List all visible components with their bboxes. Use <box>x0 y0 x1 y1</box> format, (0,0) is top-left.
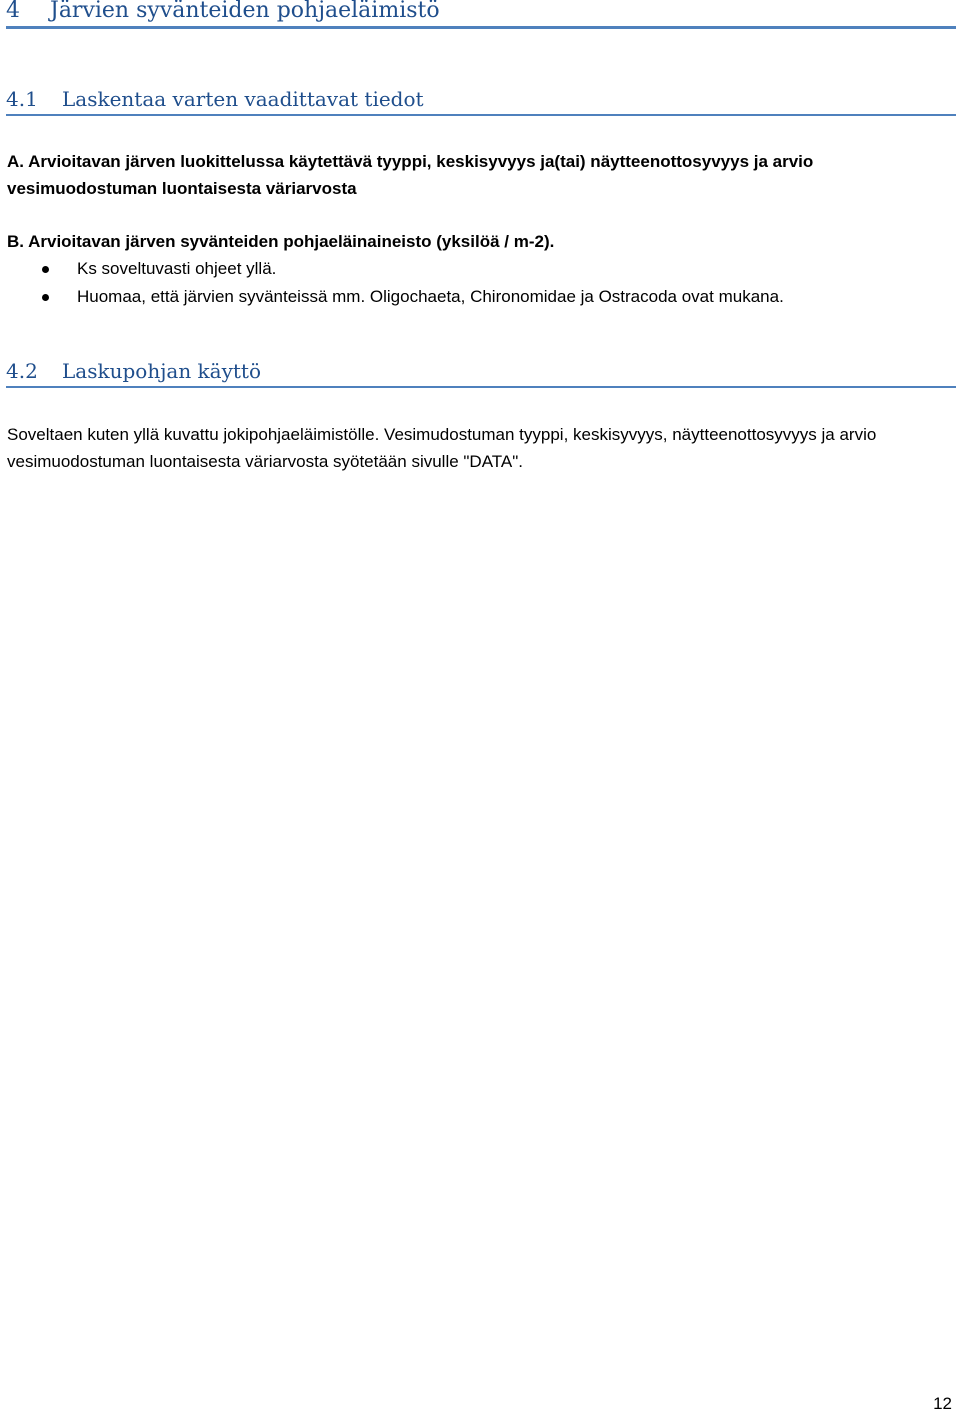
section-number: 4.1 <box>6 87 38 111</box>
section-title: Laskupohjan käyttö <box>62 359 262 383</box>
requirement-a: A. Arvioitavan järven luokittelussa käytettävä tyyppi, keskisyvyys ja(tai) näytteenottosyvyys ja arvio vesimuodostuman luontaisesta väriarvosta <box>7 152 814 198</box>
list-item <box>0 255 952 283</box>
chapter-heading <box>6 0 956 29</box>
requirement-b: B. Arvioitavan järven syvänteiden pohjaeläinaineisto (yksilöä / m-2). <box>7 232 555 251</box>
list-item-text: Ks soveltuvasti ohjeet yllä. <box>77 259 277 278</box>
list-item-text: Huomaa, että järvien syvänteissä mm. Oligochaeta, Chironomidae ja Ostracoda ovat mukana. <box>77 287 784 306</box>
chapter-title: Järvien syvänteiden pohjaeläimistö <box>50 0 440 23</box>
bullet-icon <box>42 294 49 301</box>
bullet-icon <box>42 266 49 273</box>
section-heading-4-1 <box>6 86 956 116</box>
page-number: 12 <box>933 1394 952 1413</box>
list-item <box>0 283 952 311</box>
section-heading-4-2 <box>6 358 956 388</box>
section-title: Laskentaa varten vaadittavat tiedot <box>62 87 424 111</box>
bullet-list <box>0 255 952 311</box>
section-number: 4.2 <box>6 359 38 383</box>
chapter-number: 4 <box>6 0 20 23</box>
body-paragraph: Soveltaen kuten yllä kuvattu jokipohjaeläimistölle. Vesimudostuman tyyppi, keskisyvyys, näytteenottosyvyys ja arvio vesimuodostuman luontaisesta väriarvosta syötetään sivulle "DATA". <box>7 425 877 471</box>
